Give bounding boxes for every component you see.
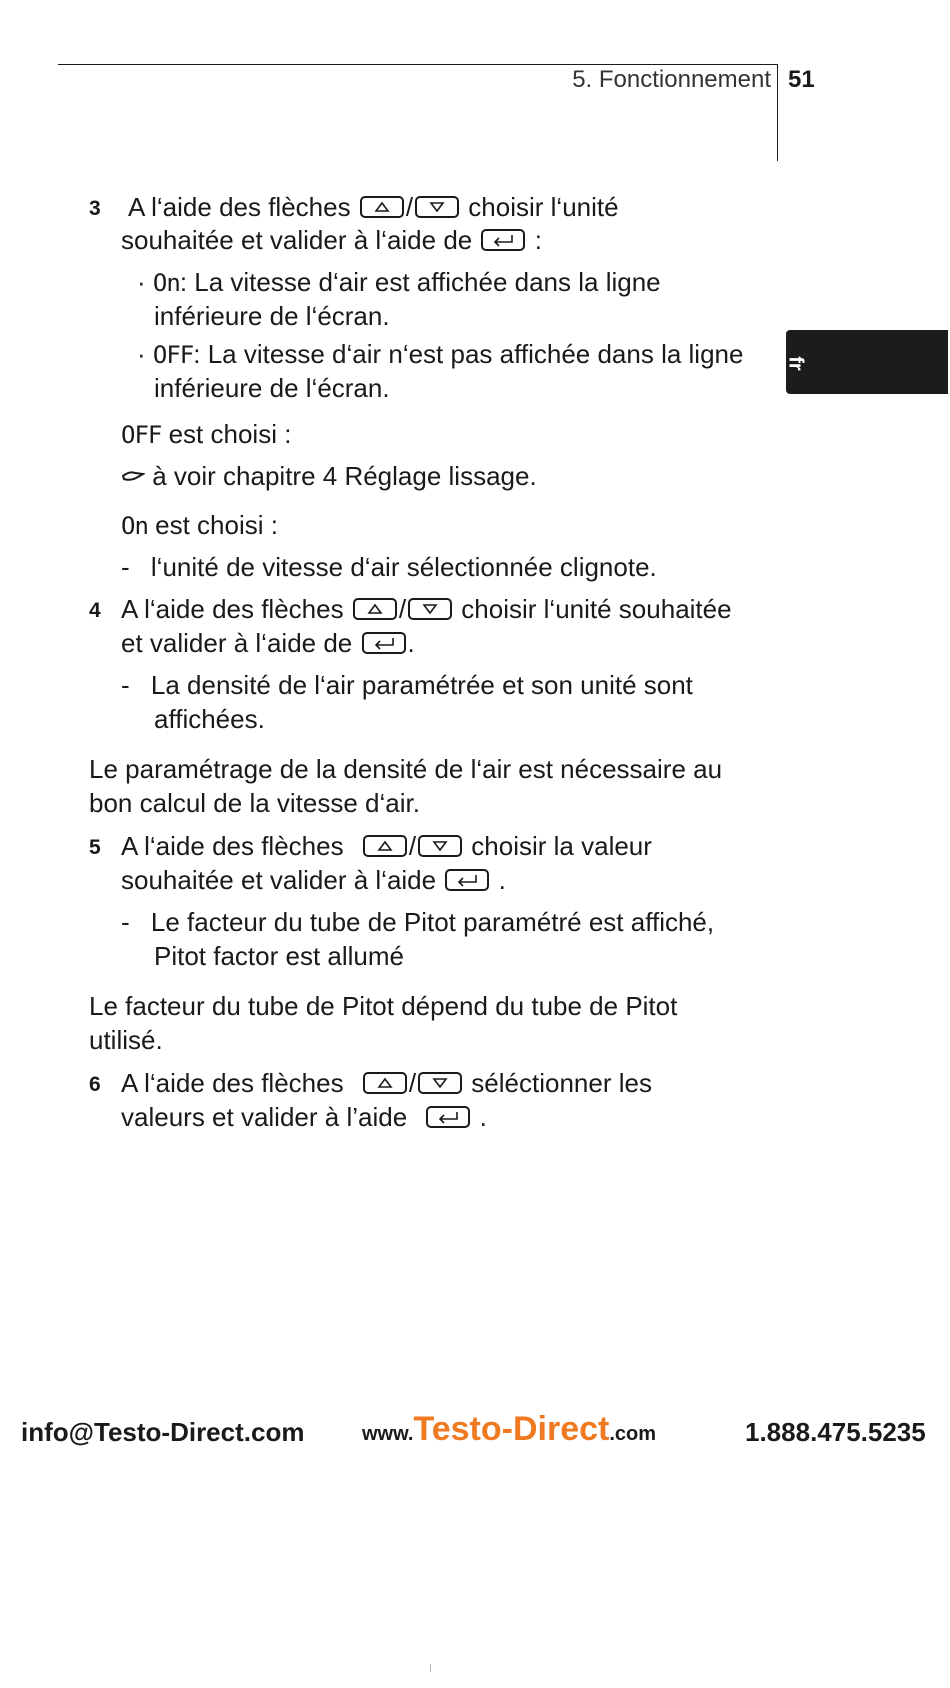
arrow-up-key-icon <box>360 196 404 218</box>
step-text: choisir l‘unité <box>468 192 619 222</box>
footer-phone[interactable]: 1.888.475.5235 <box>745 1417 926 1447</box>
step4-result <box>121 668 693 702</box>
arrow-down-key-icon <box>418 1072 462 1094</box>
arrow-up-key-icon <box>363 1072 407 1094</box>
note-line: bon calcul de la vitesse d‘air. <box>89 788 420 818</box>
step-number: 3 <box>89 197 101 220</box>
step4-line1 <box>121 592 732 626</box>
step4-line2 <box>121 626 415 660</box>
website-prefix: www. <box>362 1423 414 1445</box>
step-text: A l‘aide des flèches <box>121 831 344 861</box>
reference-text: à voir chapitre 4 Réglage lissage. <box>152 461 537 491</box>
step-text: . <box>407 628 415 658</box>
hand-pointer-icon <box>121 468 145 484</box>
step5-line2 <box>121 863 506 897</box>
footer-email[interactable]: info@Testo-Direct.com <box>21 1417 305 1447</box>
arrow-down-key-icon <box>415 196 459 218</box>
condition-text: est choisi : <box>155 510 278 540</box>
website-tld: .com <box>609 1423 657 1445</box>
step5-result <box>121 905 714 939</box>
step5-result-cont: Pitot factor est allumé <box>154 941 404 971</box>
step-text: souhaitée et valider à l‘aide de <box>121 225 473 255</box>
section-title: 5. Fonctionnement <box>572 66 771 93</box>
bullet-dot: · <box>137 267 146 297</box>
enter-key-icon <box>362 632 406 654</box>
header-rule <box>58 64 778 65</box>
step-text: séléctionner les <box>471 1068 652 1098</box>
dash: - <box>121 552 130 582</box>
step6-line2 <box>121 1100 487 1134</box>
bullet-on <box>137 265 661 300</box>
dash: - <box>121 670 130 700</box>
step5-line1 <box>121 829 652 863</box>
language-tab-label: fr <box>784 356 807 371</box>
scan-artifact <box>430 1664 431 1672</box>
off-chosen <box>121 417 291 452</box>
language-tab <box>786 330 948 394</box>
on-result <box>121 550 657 584</box>
note-line: Le paramétrage de la densité de l‘air est nécessaire au <box>89 754 723 784</box>
step3-line1 <box>128 190 619 224</box>
result-text: La densité de l‘air paramétrée et son unité sont <box>150 670 693 700</box>
step-text: valeurs et valider à l’aide <box>121 1102 408 1132</box>
step6-line1 <box>121 1066 652 1100</box>
step-text: . <box>498 865 506 895</box>
display-code: OFF <box>121 421 162 449</box>
bullet-on-cont: inférieure de l‘écran. <box>154 301 390 331</box>
step-number: 5 <box>89 836 101 859</box>
on-chosen <box>121 508 278 543</box>
arrow-up-key-icon <box>353 598 397 620</box>
see-chapter <box>121 459 537 493</box>
bullet-dot: · <box>137 339 146 369</box>
separator: / <box>408 831 417 861</box>
arrow-down-key-icon <box>408 598 452 620</box>
page-number: 51 <box>788 66 815 93</box>
result-text: Le facteur du tube de Pitot paramétré est affiché, <box>150 907 715 937</box>
enter-key-icon <box>426 1106 470 1128</box>
separator: / <box>398 594 407 624</box>
step-number: 4 <box>89 599 101 622</box>
bullet-text: : La vitesse d‘air est affichée dans la ligne <box>179 267 661 297</box>
step-text: A l‘aide des flèches <box>121 594 344 624</box>
display-code: OFF <box>152 341 194 369</box>
step-text: et valider à l‘aide de <box>121 628 353 658</box>
step-text: souhaitée et valider à l‘aide <box>121 865 437 895</box>
condition-text: est choisi : <box>168 419 292 449</box>
step-text: A l‘aide des flèches <box>128 192 351 222</box>
dash: - <box>121 907 130 937</box>
enter-key-icon <box>445 869 489 891</box>
footer-website[interactable] <box>362 1410 656 1449</box>
step4-result-cont: affichées. <box>154 704 265 734</box>
arrow-down-key-icon <box>418 835 462 857</box>
bullet-text: : La vitesse d‘air n‘est pas affichée dans la ligne <box>193 339 744 369</box>
step-text: choisir l‘unité souhaitée <box>461 594 732 624</box>
brand-name: Testo-Direct <box>413 1410 610 1448</box>
step-text: . <box>479 1102 487 1132</box>
bullet-off <box>137 337 743 372</box>
separator: / <box>405 192 414 222</box>
header-vertical-rule <box>777 64 778 161</box>
step-text: : <box>534 225 542 255</box>
display-code: On <box>152 269 180 297</box>
bullet-off-cont: inférieure de l‘écran. <box>154 373 390 403</box>
note-line: Le facteur du tube de Pitot dépend du tube de Pitot <box>89 991 678 1021</box>
step-text: A l‘aide des flèches <box>121 1068 344 1098</box>
display-code: On <box>121 512 148 540</box>
separator: / <box>408 1068 417 1098</box>
arrow-up-key-icon <box>363 835 407 857</box>
result-text: l‘unité de vitesse d‘air sélectionnée clignote. <box>150 552 657 582</box>
step-number: 6 <box>89 1073 101 1096</box>
step3-line2 <box>121 223 542 257</box>
note-line: utilisé. <box>89 1025 163 1055</box>
enter-key-icon <box>481 229 525 251</box>
step-text: choisir la valeur <box>471 831 652 861</box>
